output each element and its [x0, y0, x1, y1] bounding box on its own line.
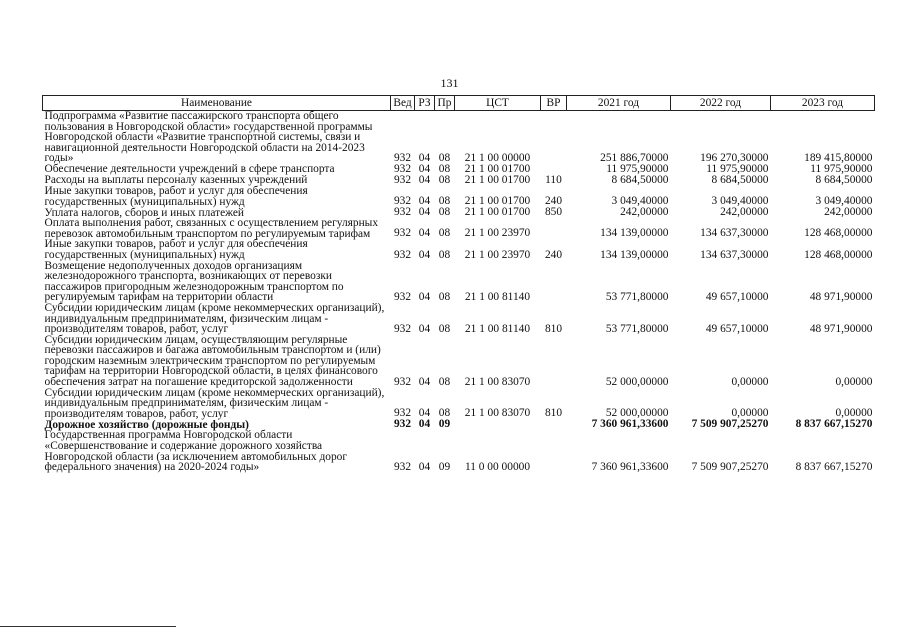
cell-y2023: 8 837 667,15270 [795, 460, 873, 473]
cell-ved: 932 [393, 227, 412, 240]
cell-name: Иные закупки товаров, работ и услуг для обеспечения государственных (муниципальных) нужд [44, 238, 308, 261]
cell-y2021: 7 360 961,33600 [591, 418, 669, 431]
cell-ved: 932 [393, 173, 412, 186]
cell-ved: 932 [393, 151, 412, 164]
cell-vr: 850 [544, 206, 563, 219]
cell-ved: 932 [393, 407, 412, 420]
cell-vr: 240 [544, 248, 563, 261]
cell-ved: 932 [393, 375, 412, 388]
cell-name: Обеспечение деятельности учреждений в сфере транспорта [44, 163, 335, 176]
cell-y2023: 0,00000 [835, 375, 873, 388]
cell-ved: 932 [393, 290, 412, 303]
cell-y2022: 242,00000 [720, 206, 769, 219]
table-row [43, 186, 875, 207]
cell-rz: 04 [418, 375, 431, 388]
table-row [43, 388, 875, 420]
header-ved: Вед [391, 96, 415, 111]
table-row [43, 111, 875, 164]
header-rz: РЗ [415, 96, 435, 111]
cell-y2021: 53 771,80000 [605, 322, 669, 335]
cell-name: Дорожное хозяйство (дорожные фонды) [44, 418, 249, 431]
cell-rz: 04 [418, 290, 431, 303]
cell-name: Уплата налогов, сборов и иных платежей [44, 206, 244, 219]
budget-table [42, 95, 875, 473]
cell-y2023: 189 415,80000 [804, 151, 873, 164]
cell-y2022: 3 049,40000 [711, 195, 769, 208]
header-name: Наименование [43, 96, 391, 111]
cell-y2023: 8 837 667,15270 [795, 418, 873, 431]
cell-pr: 08 [438, 407, 451, 420]
cell-rz: 04 [418, 322, 431, 335]
cell-ved: 932 [393, 460, 412, 473]
cell-vr: 810 [544, 407, 563, 420]
cell-ved: 932 [393, 195, 412, 208]
cell-y2022: 7 509 907,25270 [691, 460, 769, 473]
cell-y2023: 11 975,90000 [810, 162, 873, 175]
cell-y2022: 8 684,50000 [711, 173, 769, 186]
cell-name: Государственная программа Новгородской области «Совершенствование и содержание дорожного хозяйства Новгородской области (за исключением автомобильных дорог федерального значения) на 2020-2024 годы» [44, 429, 348, 474]
cell-ved: 932 [393, 248, 412, 261]
cell-pr: 08 [438, 151, 451, 164]
table-header-row [43, 96, 875, 111]
cell-y2022: 0,00000 [731, 407, 769, 420]
cell-cst: 21 1 00 81140 [464, 290, 531, 303]
cell-ved: 932 [393, 418, 412, 431]
bottom-divider [0, 626, 176, 627]
cell-cst: 21 1 00 01700 [464, 195, 531, 208]
cell-y2023: 242,00000 [824, 206, 873, 219]
cell-cst: 21 1 00 01700 [464, 162, 531, 175]
cell-y2023: 128 468,00000 [804, 227, 873, 240]
cell-y2022: 196 270,30000 [700, 151, 769, 164]
cell-vr: 240 [544, 195, 563, 208]
cell-vr [541, 261, 567, 303]
cell-cst: 21 1 00 23970 [464, 227, 531, 240]
cell-y2021: 3 049,40000 [611, 195, 669, 208]
header-2023: 2023 год [771, 96, 875, 111]
cell-name: Расходы на выплаты персоналу казенных учреждений [44, 174, 308, 187]
cell-vr: 110 [545, 173, 562, 186]
cell-y2022: 0,00000 [731, 375, 769, 388]
table-row [43, 218, 875, 239]
cell-vr [541, 111, 567, 164]
cell-vr: 810 [544, 322, 563, 335]
cell-pr: 08 [438, 173, 451, 186]
cell-name: Оплата выполнения работ, связанных с осуществлением регулярных перевозок автомобильным транспортом по регулируемым тарифам [44, 217, 379, 240]
table-row [43, 261, 875, 303]
cell-vr [541, 419, 567, 430]
cell-rz: 04 [418, 418, 431, 431]
cell-vr [541, 218, 567, 239]
cell-rz: 04 [418, 151, 431, 164]
cell-rz: 04 [418, 195, 431, 208]
cell-cst: 21 1 00 83070 [464, 407, 531, 420]
cell-pr: 08 [438, 162, 451, 175]
cell-ved: 932 [393, 322, 412, 335]
cell-pr: 08 [438, 322, 451, 335]
cell-pr: 08 [438, 375, 451, 388]
header-pr: Пр [435, 96, 455, 111]
cell-rz: 04 [418, 227, 431, 240]
cell-rz: 04 [418, 173, 431, 186]
cell-y2023: 0,00000 [835, 407, 873, 420]
cell-pr: 08 [438, 248, 451, 261]
cell-cst: 21 1 00 81140 [464, 322, 531, 335]
cell-y2022: 134 637,30000 [700, 248, 769, 261]
cell-y2021: 134 139,00000 [600, 248, 669, 261]
cell-cst [455, 419, 541, 430]
cell-y2021: 8 684,50000 [611, 173, 669, 186]
header-2021: 2021 год [567, 96, 671, 111]
cell-y2021: 7 360 961,33600 [591, 460, 669, 473]
cell-y2021: 52 000,00000 [605, 407, 669, 420]
cell-name: Субсидии юридическим лицам, осуществляющим регулярные перевозки пассажиров и багажа автомобильным транспортом и (или) городским наземным электрическим транспортом по регулируемым тарифам на территории Новгородской области, в целях финансового обеспечения затрат на погашение кредиторской задолженности [44, 333, 381, 389]
header-vr: ВР [541, 96, 567, 111]
cell-y2021: 53 771,80000 [605, 290, 669, 303]
cell-pr: 09 [438, 460, 451, 473]
cell-name: Возмещение недополученных доходов организациям железнодорожного транспорта, возникающих от перевозки пассажиров пригородным железнодорожным транспортом по регулируемым тарифам на территории области [44, 259, 344, 304]
cell-y2023: 128 468,00000 [804, 248, 873, 261]
cell-pr: 08 [438, 206, 451, 219]
cell-pr: 08 [438, 227, 451, 240]
table-body [43, 111, 875, 473]
cell-y2021: 52 000,00000 [605, 375, 669, 388]
cell-cst: 21 1 00 83070 [464, 375, 531, 388]
cell-name: Субсидии юридическим лицам (кроме некоммерческих организаций), индивидуальным предпринимателям, физическим лицам - производителям товаров, работ, услуг [44, 386, 385, 420]
table-row [43, 335, 875, 388]
cell-y2022: 11 975,90000 [706, 162, 769, 175]
cell-rz: 04 [418, 162, 431, 175]
cell-y2022: 49 657,10000 [705, 290, 769, 303]
cell-cst: 21 1 00 01700 [464, 173, 531, 186]
cell-cst: 21 1 00 23970 [464, 248, 531, 261]
cell-rz: 04 [418, 460, 431, 473]
page-number: 131 [440, 76, 459, 90]
cell-y2021: 251 886,70000 [600, 151, 669, 164]
cell-cst: 21 1 00 00000 [464, 151, 531, 164]
cell-pr: 08 [438, 290, 451, 303]
cell-ved: 932 [393, 162, 412, 175]
cell-pr: 09 [438, 418, 451, 431]
cell-y2023: 48 971,90000 [809, 322, 873, 335]
cell-ved: 932 [393, 206, 412, 219]
cell-y2022: 7 509 907,25270 [691, 418, 769, 431]
cell-name: Подпрограмма «Развитие пассажирского транспорта общего пользования в Новгородской области» государственной программы Новгородской области «Развитие транспортной системы, связи и навигационной деятельности Новгородской области на 2014-2023 годы» [44, 110, 373, 165]
cell-rz: 04 [418, 248, 431, 261]
cell-name: Иные закупки товаров, работ и услуг для обеспечения государственных (муниципальных) нужд [44, 184, 308, 208]
header-2022: 2022 год [671, 96, 771, 111]
cell-cst: 21 1 00 01700 [464, 206, 531, 219]
cell-vr [541, 430, 567, 472]
cell-vr [541, 335, 567, 388]
cell-y2021: 242,00000 [620, 206, 669, 219]
cell-y2023: 8 684,50000 [815, 173, 873, 186]
cell-y2023: 48 971,90000 [809, 290, 873, 303]
cell-y2023: 3 049,40000 [815, 195, 873, 208]
cell-pr: 08 [438, 195, 451, 208]
cell-y2021: 134 139,00000 [600, 227, 669, 240]
cell-cst: 11 0 00 00000 [464, 460, 531, 473]
cell-y2022: 49 657,10000 [705, 322, 769, 335]
cell-y2021: 11 975,90000 [606, 162, 669, 175]
table-row [43, 239, 875, 260]
cell-rz: 04 [418, 206, 431, 219]
table-row [43, 430, 875, 472]
cell-name: Субсидии юридическим лицам (кроме некоммерческих организаций), индивидуальным предпринимателям, физическим лицам - производителям товаров, работ, услуг [44, 301, 385, 336]
cell-rz: 04 [418, 407, 431, 420]
cell-y2022: 134 637,30000 [700, 227, 769, 240]
table-row [43, 303, 875, 335]
header-cst: ЦСТ [455, 96, 541, 111]
